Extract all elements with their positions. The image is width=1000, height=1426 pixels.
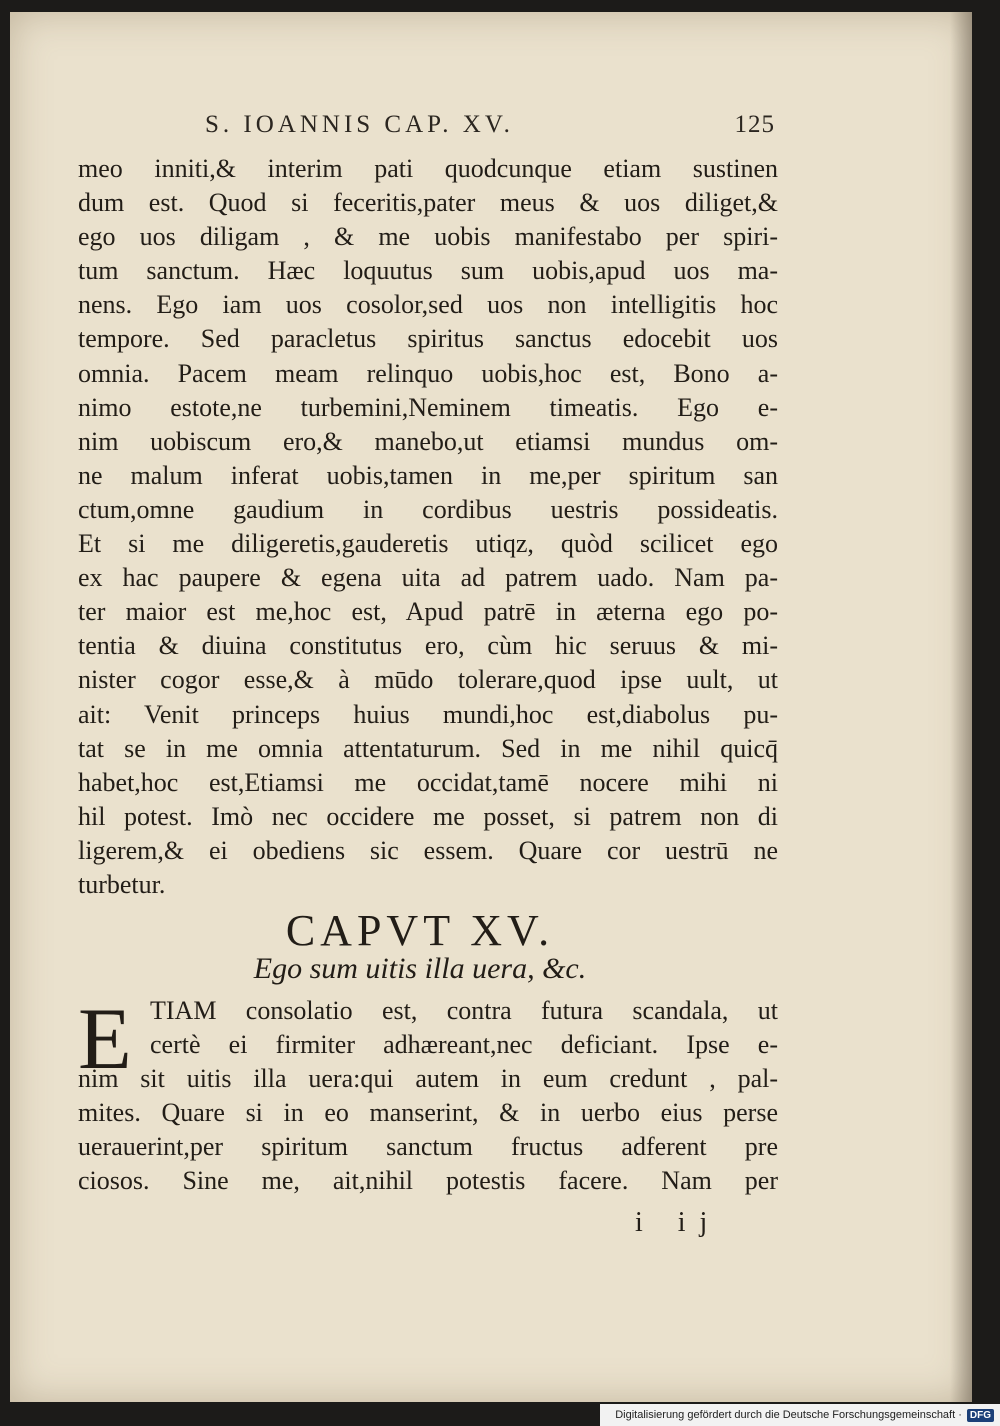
chapter-title: CAPVT XV. xyxy=(285,906,555,955)
text-line: tat se in me omnia attentaturum. Sed in me nihil quicq̄ xyxy=(78,733,778,763)
text-line: nimo estote,ne turbemini,Neminem timeatis. Ego e- xyxy=(78,392,778,422)
text-line: mites. Quare si in eo manserint, & in uerbo eius perse xyxy=(78,1098,778,1128)
body-text xyxy=(78,152,778,902)
drop-capital: E xyxy=(78,991,132,1088)
text-line: hil potest. Imò nec occidere me posset, si patrem non di xyxy=(78,801,778,831)
text-line: tentia & diuina constitutus ero, cùm hic seruus & mi- xyxy=(78,631,778,661)
text-line: tempore. Sed paracletus spiritus sanctus edocebit uos xyxy=(78,324,778,354)
text-line: certè ei firmiter adhæreant,nec deficiant. Ipse e- xyxy=(150,1030,778,1060)
text-line: dum est. Quod si feceritis,pater meus & uos diliget,& xyxy=(78,188,778,218)
signature-mark: i ij xyxy=(635,1207,722,1238)
text-line: ter maior est me,hoc est, Apud patrē in æterna ego po- xyxy=(78,597,778,627)
text-line: ligerem,& ei obediens sic essem. Quare cor uestrū ne xyxy=(78,835,778,865)
folio-number: 125 xyxy=(734,111,775,138)
book-page xyxy=(10,12,972,1402)
text-line: TIAM consolatio est, contra futura scandala, ut xyxy=(150,996,778,1025)
text-line: ex hac paupere & egena uita ad patrem uado. Nam pa- xyxy=(78,563,778,593)
chapter-paragraph xyxy=(78,991,778,1199)
text-line: ego uos diligam , & me uobis manifestabo per spiri- xyxy=(78,222,778,252)
text-line: ctum,omne gaudium in cordibus uestris possideatis. xyxy=(78,494,778,524)
running-header xyxy=(205,107,775,147)
text-line: ne malum inferat uobis,tamen in me,per spiritum san xyxy=(78,460,778,490)
running-title: S. IOANNIS CAP. XV. xyxy=(205,111,514,138)
text-line: Et si me diligeretis,gauderetis utiqz, quòd scilicet ego xyxy=(78,529,778,559)
footer-bar xyxy=(600,1404,1000,1426)
text-line: omnia. Pacem meam relinquo uobis,hoc est, Bono a- xyxy=(78,358,778,388)
text-line: tum sanctum. Hæc loquutus sum uobis,apud uos ma- xyxy=(78,256,778,286)
dfg-logo: DFG xyxy=(967,1409,994,1422)
chapter-subtitle: Ego sum uitis illa uera, &c. xyxy=(253,952,587,985)
text-line: meo inniti,& interim pati quodcunque etiam sustinen xyxy=(78,154,778,183)
text-line: nim uobiscum ero,& manebo,ut etiamsi mundus om- xyxy=(78,426,778,456)
text-line: nens. Ego iam uos cosolor,sed uos non intelligitis hoc xyxy=(78,290,778,320)
text-line: nister cogor esse,& à mūdo tolerare,quod ipse uult, ut xyxy=(78,665,778,695)
funding-credit: Digitalisierung gefördert durch die Deutsche Forschungsgemeinschaft · xyxy=(615,1409,962,1421)
text-line-last: turbetur. xyxy=(78,869,166,899)
text-line: habet,hoc est,Etiamsi me occidat,tamē nocere mihi ni xyxy=(78,767,778,797)
text-line: ait: Venit princeps huius mundi,hoc est,diabolus pu- xyxy=(78,699,778,729)
text-line: ciosos. Sine me, ait,nihil potestis facere. Nam per xyxy=(78,1166,778,1196)
text-line: nim sit uitis illa uera:qui autem in eum credunt , pal- xyxy=(78,1064,778,1094)
text-line: uerauerint,per spiritum sanctum fructus adferent pre xyxy=(78,1132,778,1162)
